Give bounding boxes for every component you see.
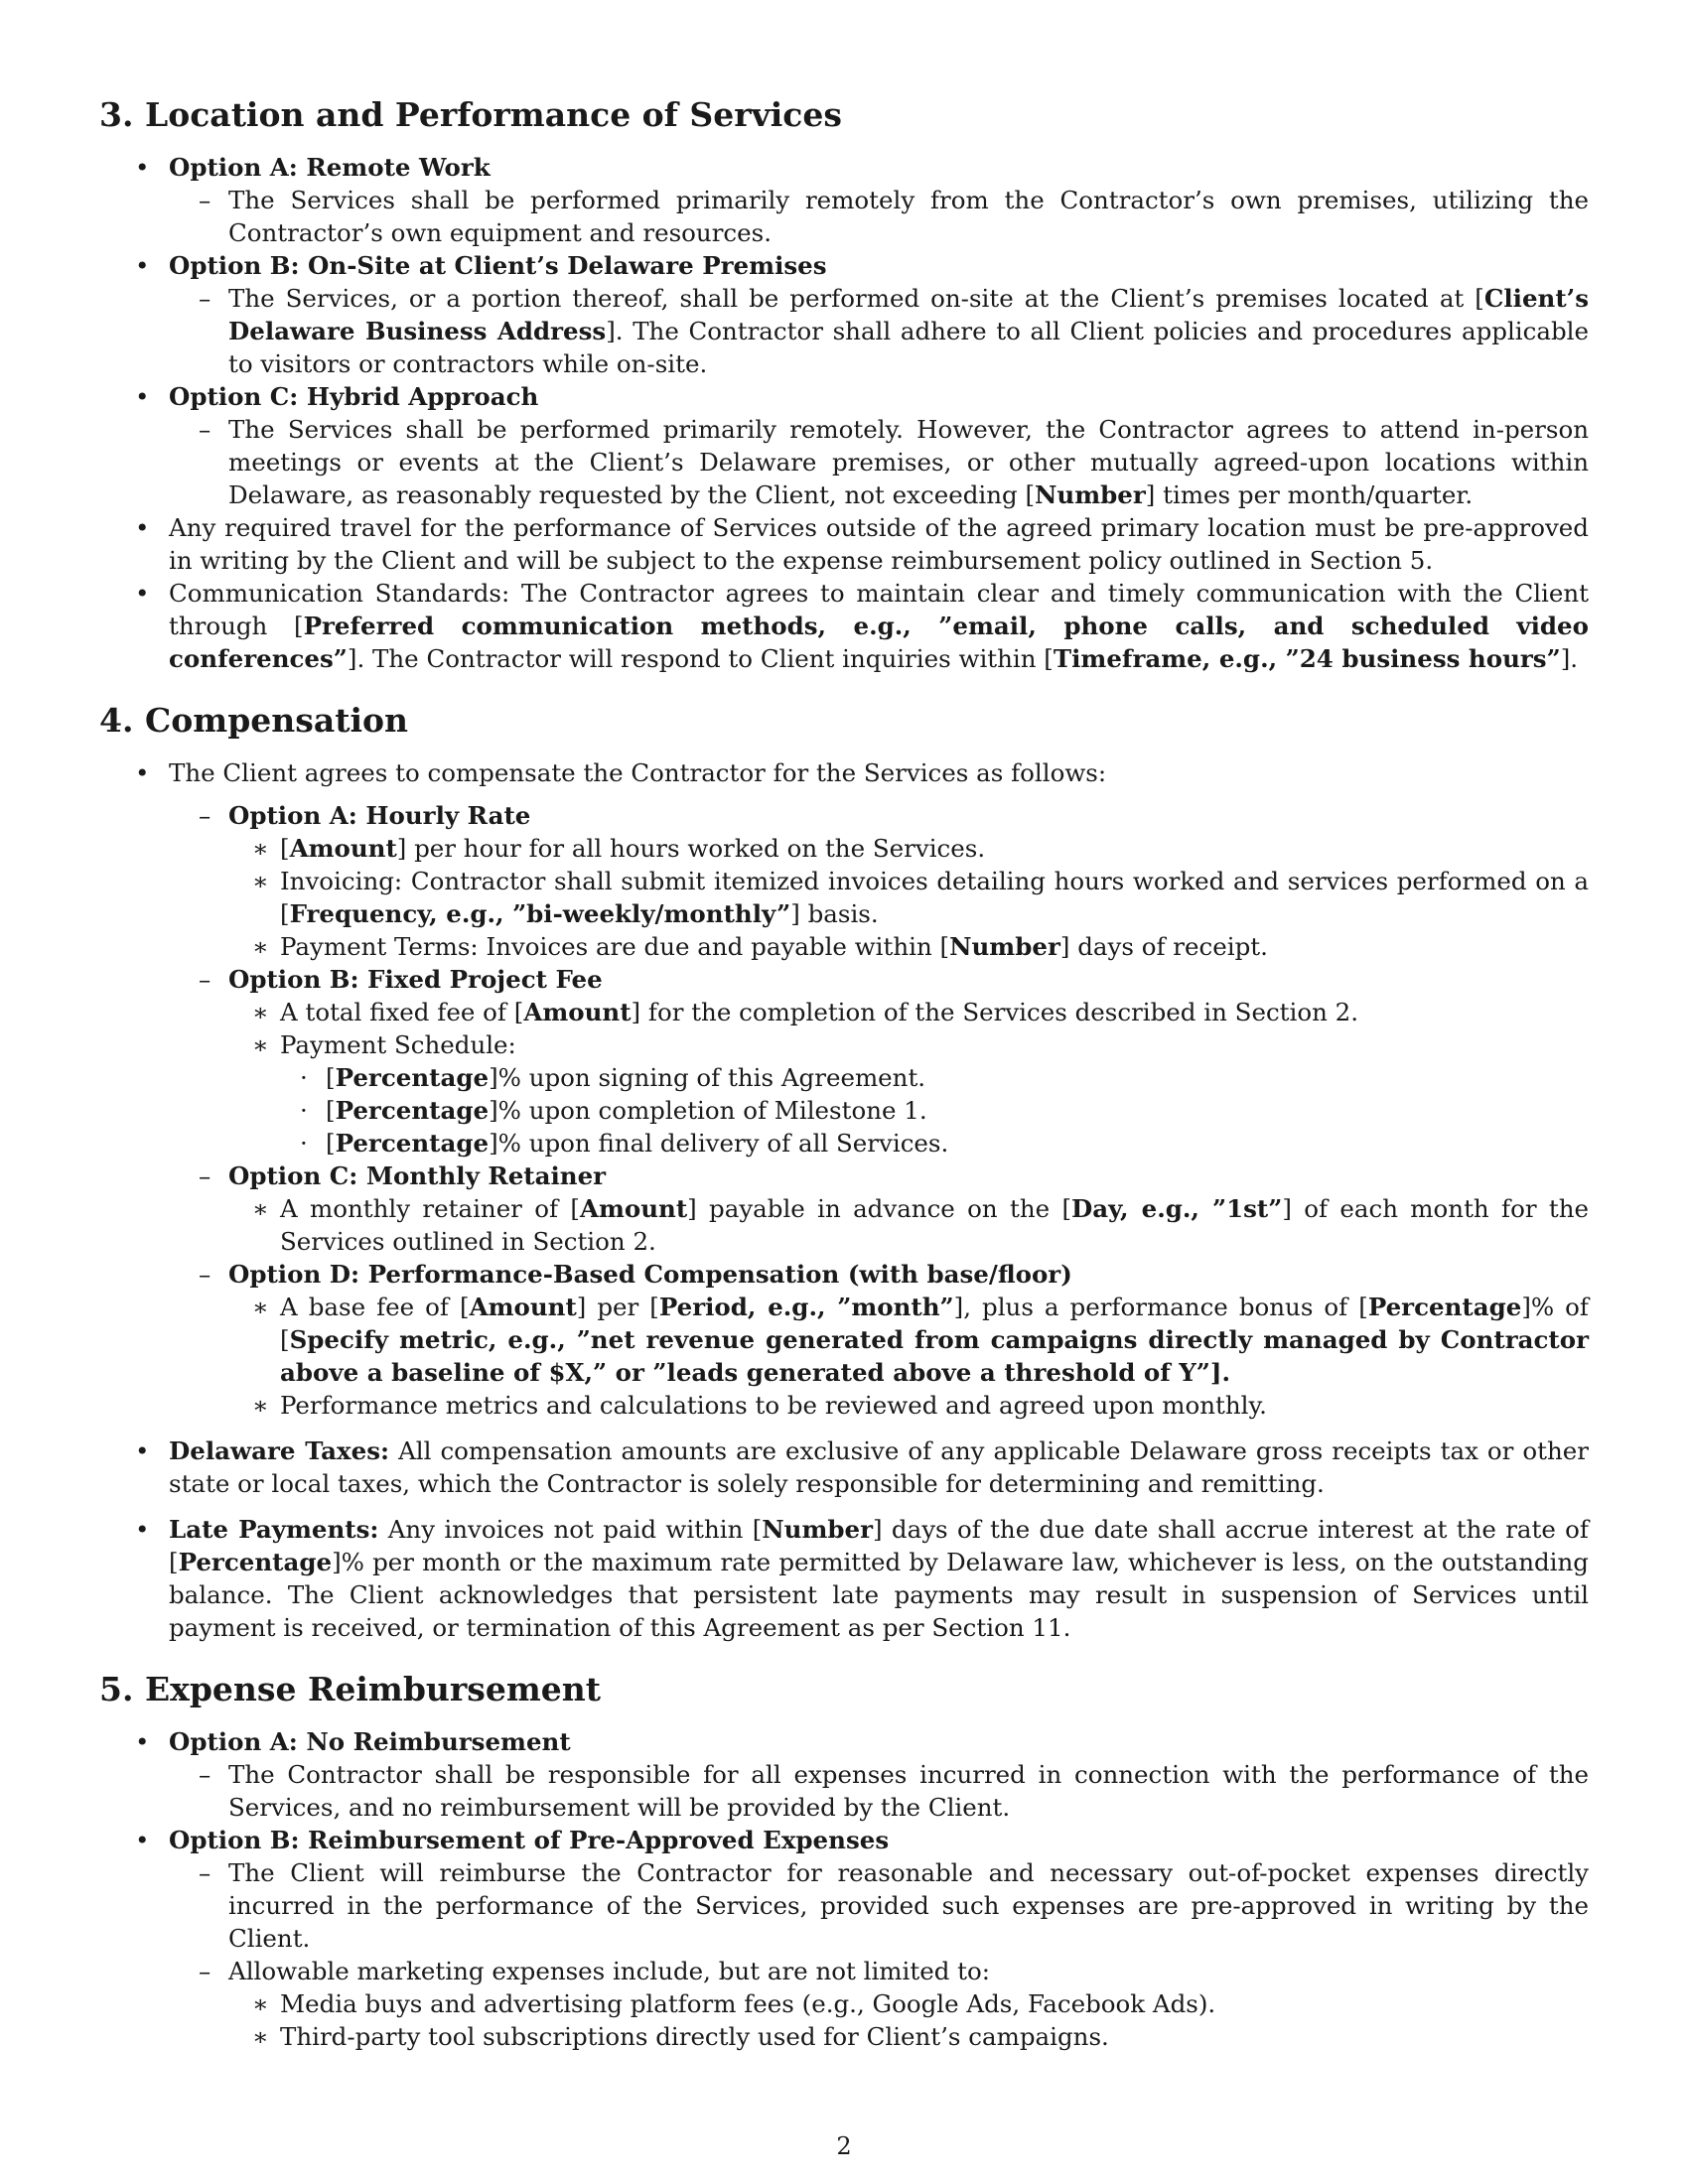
section-5-list [99, 1725, 1589, 2053]
placeholder-field: Timeframe, e.g., ”24 business hours” [1053, 644, 1561, 673]
list-item [169, 1160, 1589, 1258]
placeholder-field: Amount [523, 998, 632, 1026]
document-page [99, 95, 1589, 2079]
section-number: 4. [99, 701, 134, 740]
list-item: ∗ Invoicing: Contractor shall submit itemized invoices detailing hours worked and services performed on a [Frequency, e.g., ”bi-weekly/monthly”] basis. [228, 865, 1589, 930]
list-item [99, 151, 1589, 249]
list-item: • Any required travel for the performance of Services outside of the agreed primary location must be pre-approved in writing by the Client and will be subject to the expense reimbursement policy outlined in Section 5. [99, 511, 1589, 577]
list-item: ∗ Third-party tool subscriptions directly used for Client’s campaigns. [228, 2020, 1589, 2053]
option-heading: Option B: Reimbursement of Pre-Approved Expenses [169, 1826, 890, 1854]
list-item [99, 1824, 1589, 2053]
section-3 [99, 95, 1589, 675]
section-number: 3. [99, 95, 134, 134]
list-item: – The Services shall be performed primarily remotely from the Contractor’s own premises, utilizing the Contractor’s own equipment and resources. [169, 184, 1589, 249]
list-item: ∗ Payment Terms: Invoices are due and payable within [Number] days of receipt. [228, 930, 1589, 963]
section-4-list [99, 756, 1589, 1644]
list-item: ∗ A monthly retainer of [Amount] payable in advance on the [Day, e.g., ”1st”] of each month for the Services outlined in Section 2. [228, 1192, 1589, 1258]
option-heading: Option A: No Reimbursement [169, 1727, 571, 1756]
list-item: – The Services, or a portion thereof, shall be performed on-site at the Client’s premises located at [Client’s Delaware Business Address]. The Contractor shall adhere to all Client policies and procedures applicable to visitors or contractors while on-site. [169, 282, 1589, 380]
placeholder-field: Percentage [335, 1096, 490, 1125]
placeholder-field: Day, e.g., ”1st” [1071, 1194, 1283, 1223]
placeholder-field: Specify metric, e.g., ”net revenue generated from campaigns directly managed by Contractor above a baseline of $X,” or ”leads generated above a threshold of Y”]. [280, 1325, 1589, 1387]
list-item [169, 963, 1589, 1160]
section-title: Location and Performance of Services [145, 95, 842, 134]
placeholder-field: Percentage [178, 1548, 333, 1576]
list-item [169, 1258, 1589, 1422]
placeholder-field: Amount [579, 1194, 688, 1223]
section-heading [99, 701, 1589, 741]
list-item: • Late Payments: Any invoices not paid within [Number] days of the due date shall accrue interest at the rate of [Percentage]% per month or the maximum rate permitted by Delaware law, whichever is less, on the outstanding balance. The Client acknowledges that persistent late payments may result in suspension of Services until payment is received, or termination of this Agreement as per Section 11. [99, 1513, 1589, 1644]
list-item: – The Contractor shall be responsible for all expenses incurred in connection with the performance of the Services, and no reimbursement will be provided by the Client. [169, 1758, 1589, 1824]
list-item: · [Percentage]% upon final delivery of all Services. [280, 1127, 1589, 1160]
item-label: Delaware Taxes: [169, 1436, 390, 1465]
placeholder-field: Client’s Delaware Business Address [228, 284, 1589, 345]
list-item: ∗ Media buys and advertising platform fees (e.g., Google Ads, Facebook Ads). [228, 1987, 1589, 2020]
placeholder-field: Frequency, e.g., ”bi-weekly/monthly” [289, 899, 791, 928]
section-5 [99, 1670, 1589, 2053]
list-item: ∗ Payment Schedule: · [Percentage]% upon signing of this Agreement. · [Percentage]% upon completion of Milestone 1. · [Percentage]% upon final delivery of all Services. [228, 1028, 1589, 1160]
placeholder-field: Amount [469, 1293, 577, 1321]
option-heading: Option B: On-Site at Client’s Delaware Premises [169, 251, 827, 280]
item-label: Late Payments: [169, 1515, 379, 1544]
list-item [99, 380, 1589, 511]
list-item: ∗ [Amount] per hour for all hours worked on the Services. [228, 832, 1589, 865]
list-item: ∗ A total fixed fee of [Amount] for the completion of the Services described in Section 2. [228, 996, 1589, 1028]
option-heading: Option A: Remote Work [169, 153, 491, 182]
option-heading: Option C: Hybrid Approach [169, 382, 539, 411]
list-item [169, 799, 1589, 963]
list-item: • Delaware Taxes: All compensation amounts are exclusive of any applicable Delaware gross receipts tax or other state or local taxes, which the Contractor is solely responsible for determining and remitting. [99, 1434, 1589, 1500]
list-item: • The Client agrees to compensate the Contractor for the Services as follows: – Option A: Hourly Rate ∗ [Amount] per hour for all hours worked on the Services. ∗ Invoicing: Contractor shall submit itemized invoices detailing hours worked and services performed on a [Frequency, e.g., ”bi-weekly/monthly”] basis. ∗ Payment Terms: Invoices are due and payable within [Number] days of receipt. – Option B: Fixed Project Fee ∗ A total fixed fee of [Amount] for the completion of the Services described in Section 2. ∗ Payment Schedule: · [Percentage]% upon signing of this Agreement. · [Percentage]% upon completion of Milestone 1. · [Percentage]% upon final delivery of all Services. – Option C: Monthly Retainer ∗ A monthly retainer of [Amount] payable in advance on the [Day, e.g., ”1st”] of each month for the Services outlined in Section 2. – Option D: Performance-Based Compensation (with base/floor) ∗ A base fee of [Amount] per [Period, e.g., ”month”], plus a performance bonus of [Percentage]% of [Specify metric, e.g., ”net revenue generated from campaigns directly managed by Contractor above a baseline of $X,” or ”leads generated above a threshold of Y”]. ∗ Performance metrics and calculations to be reviewed and agreed upon monthly. [99, 756, 1589, 1422]
placeholder-field: Percentage [335, 1063, 490, 1092]
placeholder-field: Period, e.g., ”month” [658, 1293, 954, 1321]
placeholder-field: Number [1035, 480, 1146, 509]
list-item: · [Percentage]% upon completion of Milestone 1. [280, 1094, 1589, 1127]
list-item [99, 1725, 1589, 1824]
option-heading: Option B: Fixed Project Fee [228, 965, 603, 994]
section-4 [99, 701, 1589, 1644]
option-heading: Option C: Monthly Retainer [228, 1161, 607, 1190]
list-item: – Allowable marketing expenses include, but are not limited to: ∗ Media buys and advertising platform fees (e.g., Google Ads, Facebook Ads). ∗ Third-party tool subscriptions directly used for Client’s campaigns. [169, 1955, 1589, 2053]
placeholder-field: Percentage [335, 1129, 490, 1158]
placeholder-field: Number [762, 1515, 874, 1544]
list-item: – The Client will reimburse the Contractor for reasonable and necessary out-of-pocket expenses directly incurred in the performance of the Services, provided such expenses are pre-approved in writing by the Client. [169, 1856, 1589, 1955]
section-title: Compensation [145, 701, 408, 740]
list-item: ∗ Performance metrics and calculations to be reviewed and agreed upon monthly. [228, 1389, 1589, 1422]
section-3-list [99, 151, 1589, 675]
list-item: · [Percentage]% upon signing of this Agreement. [280, 1061, 1589, 1094]
section-title: Expense Reimbursement [145, 1670, 602, 1708]
option-heading: Option A: Hourly Rate [228, 801, 531, 830]
section-heading [99, 95, 1589, 135]
section-number: 5. [99, 1670, 134, 1708]
page-number: 2 [836, 2132, 852, 2160]
placeholder-field: Preferred communication methods, e.g., ”email, phone calls, and scheduled video conferences” [169, 612, 1589, 673]
placeholder-field: Percentage [1367, 1293, 1522, 1321]
placeholder-field: Amount [289, 834, 397, 863]
list-item [99, 249, 1589, 380]
placeholder-field: Number [949, 932, 1060, 961]
list-item: – The Services shall be performed primarily remotely. However, the Contractor agrees to attend in-person meetings or events at the Client’s Delaware premises, or other mutually agreed-upon locations within Delaware, as reasonably requested by the Client, not exceeding [Number] times per month/quarter. [169, 413, 1589, 511]
list-item: • Communication Standards: The Contractor agrees to maintain clear and timely communication with the Client through [Preferred communication methods, e.g., ”email, phone calls, and scheduled video conferences”]. The Contractor will respond to Client inquiries within [Timeframe, e.g., ”24 business hours”]. [99, 577, 1589, 675]
option-heading: Option D: Performance-Based Compensation (with base/floor) [228, 1260, 1072, 1289]
list-item: ∗ A base fee of [Amount] per [Period, e.g., ”month”], plus a performance bonus of [Percentage]% of [Specify metric, e.g., ”net revenue generated from campaigns directly managed by Contractor above a baseline of $X,” or ”leads generated above a threshold of Y”]. [228, 1291, 1589, 1389]
section-heading [99, 1670, 1589, 1709]
